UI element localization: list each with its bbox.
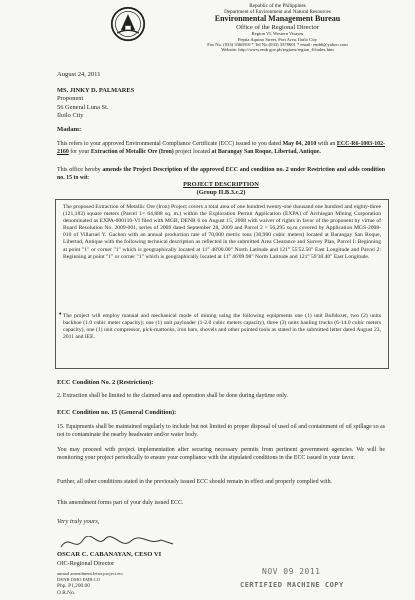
republic-line: Republic of the Philippines: [249, 3, 306, 9]
footer-ref-2: DENR DMO EMB.CO: [57, 577, 101, 582]
department-line: Department of Environment and Natural Resources: [224, 8, 331, 15]
project-description-text-1: The proposed Extraction of Metallic Ore (Iron) Project covers a total area of one hundred twenty-one thousand one hundred and eighty-three (121,183) square meters (Parcel 1= 64,888 sq. m.) within the Exploration Permit Application (EXPA) of Archiegan Mining Corporation denominated as EXPA-000110-VI filed with MGB, DENR 6 on August 15, 2008 with waiver of rights in favor of the proponent by virtue of Board Resolution No. 2009-001, series of 2009 dated September 28, 2009 and Parcel 2 = 56,295 sq.m covered by Application MGS-2008-010 of Villaruel Y. Gachon with an annual production rate of 70,000 metric tons (30,900 cubic meters) located at Barangay San Roque, Libertad, Antique with the following technical description as reflected in the submitted Area Clearance and Survey Plan, Parcel I: Beginning at point "1" or corner "1" which is geographically located at 11° 48'00.00" North Latitude and 121° 55'52.50" East Longitude and Parcel 2: Beginning at point "1" or corner "1" which is geographically located at 11° 46'09.98" North Latitude and 121° 59'38.40" East Longitude.: [63, 204, 381, 260]
letter-date: August 24, 2011: [57, 71, 101, 78]
received-date-stamp: NOV 09 2011: [262, 567, 321, 576]
amend-text-3: :: [87, 174, 90, 181]
intro-paragraph: [57, 141, 385, 156]
amend-text-1: This office hereby: [57, 167, 103, 173]
condition-15-text: 15. Equipments shall be maintained regularly to include but not limited to proper disposal of used oil and containment of oil spillage so as not to contaminate the nearby headwater and/or water body.: [57, 424, 385, 438]
region-line: Region VI, Western Visayas: [251, 31, 304, 37]
pd-group: (Group II.B.3.c.2): [196, 189, 246, 196]
contact-line: Fax No. (033) 3366910 * Tel No.(033) 3378601 * email: emb6@yahoo.com: [207, 41, 348, 47]
signatory-title: OIC-Regional Director: [57, 560, 115, 567]
pd-title: PROJECT DESCRIPTION: [183, 181, 259, 188]
office-line: Office of the Regional Director: [236, 24, 319, 32]
amend-text-2: amends the Project Description of the approved ECC and condition no. 2 under Restriction and adds condition no. 15 to wit: [57, 167, 386, 181]
condition-2-text: 2. Extraction shall be limited to the claimed area and operation shall be done during daytime only.: [57, 393, 288, 399]
intro-text-3: for your: [68, 148, 91, 155]
recipient-address-1: 56 General Luna St.: [57, 103, 109, 111]
recipient-title: Proponent: [57, 95, 84, 103]
amendment-note: This amendment forms part of your duly issued ECC.: [57, 500, 184, 506]
ecc-number: ECC-R6-1003-102-2160: [57, 141, 385, 155]
recipient-name: MS. JINKY D. PALMARES: [57, 87, 135, 94]
signatory-name: OSCAR C. CABANAYAN, CESO VI: [57, 551, 162, 558]
project-description-text-2: The project will employ manual and mechanical mode of mining using the following equipments one (1) unit Bulldozer, two (2) units backhoe (1.0 cubic meter capacity); one (1) unit payloader (1-2.0 cubic meters capacity), three (3) units hauling trucks (6-14.0 cubic meters capacity), one (1) unit compressor, pick-mattocks, iron bars, shovels and other pointed tools as stated in the submitted letter dated August 23, 2011 and IEE.: [63, 313, 381, 341]
implementation-paragraph: You may proceed with project implementation after securing necessary permits from pertinent government agencies. We will be monitoring your project periodically to ensure your compliance with the stipulated conditions in the ECC issued in your favor.: [57, 447, 385, 461]
certified-copy-stamp: CERTIFIED MACHINE COPY: [240, 581, 344, 589]
website-line: Website: http://www.emb.gov.ph/regions/region_6/index.htm: [221, 46, 334, 52]
project-name: Extraction of Metallic Ore (Iron): [90, 148, 174, 155]
condition-15-heading: ECC Condition no. 15 (General Condition):: [57, 409, 177, 416]
amendment-paragraph: [57, 167, 385, 182]
ecc-issue-date: May 04, 2010: [282, 141, 317, 147]
bullet-mark: •: [59, 310, 62, 318]
salutation: Madam:: [57, 126, 82, 133]
condition-2-heading: ECC Condition No. 2 (Restriction):: [57, 379, 154, 386]
project-description-heading: [57, 181, 385, 197]
intro-text-4: project located: [173, 148, 212, 155]
bureau-name: Environmental Management Bureau: [214, 14, 341, 24]
recipient-block: [57, 87, 134, 121]
closing: Very truly yours,: [57, 518, 100, 525]
recipient-address-2: Iloilo City: [57, 112, 84, 120]
street-line: Pepita Aquino Street, Port Area, Iloilo City: [237, 36, 318, 42]
intro-text-2: with an: [316, 141, 337, 147]
or-number-label: O.R.No.: [57, 590, 76, 596]
denr-seal-icon: [110, 6, 146, 42]
intro-text-1: This refers to your approved Environmental Compliance Certificate (ECC) issued to you dated: [57, 141, 283, 147]
fee-amount: Php. P1,200.00: [57, 583, 90, 589]
signature-icon: [57, 536, 177, 550]
conditions-paragraph: Further, all other conditions stated in the previously issued ECC should remain in effect and properly complied with.: [57, 479, 332, 485]
project-location: at Barangay San Roque, Libertad, Antique.: [211, 148, 321, 155]
letterhead: [150, 4, 405, 52]
footer-ref-1: annual amendment.letter.project.ecc: [57, 571, 124, 576]
